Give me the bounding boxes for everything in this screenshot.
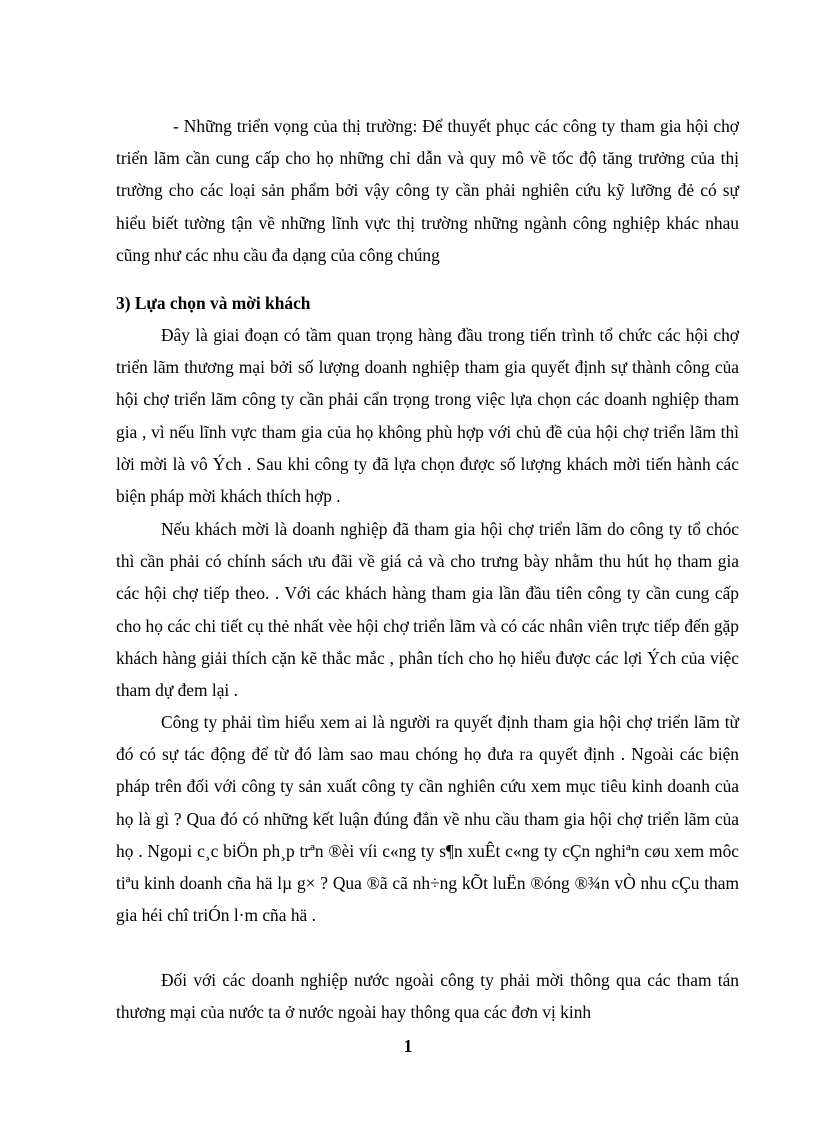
paragraph-market-prospects: - Những triển vọng của thị trường: Để thuyết phục các công ty tham gia hội chợ triển lãm cần cung cấp cho họ những chỉ dẫn và quy mô về tốc độ tăng trưởng của thị trường cho các loại sản phẩm bởi vậy công ty cần phải nghiên cứu kỹ lưỡng đẻ có sự hiểu biết tường tận về những lĩnh vực thị trường những ngành công nghiệp khác nhau cũng như các nhu cầu đa dạng của công chúng [116,116,739,265]
paragraph-foreign-enterprises: Đối với các doanh nghiệp nước ngoài công ty phải mời thông qua các tham tán thương mại của nước ta ở nước ngoài hay thông qua các đơn vị kinh [116,970,739,1023]
paragraph-returning-guests: Nếu khách mời là doanh nghiệp đã tham gia hội chợ triển lãm do công ty tổ chóc thì cần phải có chính sách ưu đãi về giá cả và cho trưng bày nhằm thu hút họ tham gia các hội chợ tiếp theo. . Với các khách hàng tham gia lần đầu tiên công ty cần cung cấp cho họ các chi tiết cụ thẻ nhất vèe hội chợ triển lãm và có các nhân viên trực tiếp đến gặp khách hàng giải thích cặn kẽ thắc mắc , phân tích cho họ hiểu được các lợi Ých của việc tham dự đem lại . [116,519,739,701]
paragraph-decision-maker: Công ty phải tìm hiểu xem ai là người ra quyết định tham gia hội chợ triển lãm từ đó có sự tác động để từ đó làm sao mau chóng họ đưa ra quyết định . Ngoài các biện pháp trên đối với công ty sản xuất công ty cần nghiên cứu xem mục tiêu kinh doanh của họ là gì ? Qua đó có những kết luận đúng đắn về nhu cầu tham gia hội chợ triển lãm của họ . Ngoµi c¸c biÖn ph¸p trªn ®èi víi c«ng ty s¶n xuÊt c«ng ty cÇn nghiªn cøu xem môc tiªu kinh doanh cña hä lµ g× ? Qua ®ã cã nh÷ng kÕt luËn ®óng ®¾n vÒ nhu cÇu tham gia héi chî triÓn l·m cña hä . [116,712,739,926]
paragraph-stage-importance: Đây là giai đoạn có tầm quan trọng hàng đầu trong tiến trình tổ chức các hội chợ triển lãm thương mại bởi số lượng doanh nghiệp tham gia quyết định sự thành công của hội chợ triển lãm công ty cần phải cẩn trọng trong việc lựa chọn các doanh nghiệp tham gia , vì nếu lĩnh vực tham gia của họ không phù hợp với chủ đề của hội chợ triển lãm thì lời mời là vô Ých . Sau khi công ty đã lựa chọn được số lượng khách mời tiến hành các biện pháp mời khách thích hợp . [116,325,739,507]
section-heading: 3) Lựa chọn và mời khách [116,293,311,313]
page-number: 1 [403,1036,413,1056]
